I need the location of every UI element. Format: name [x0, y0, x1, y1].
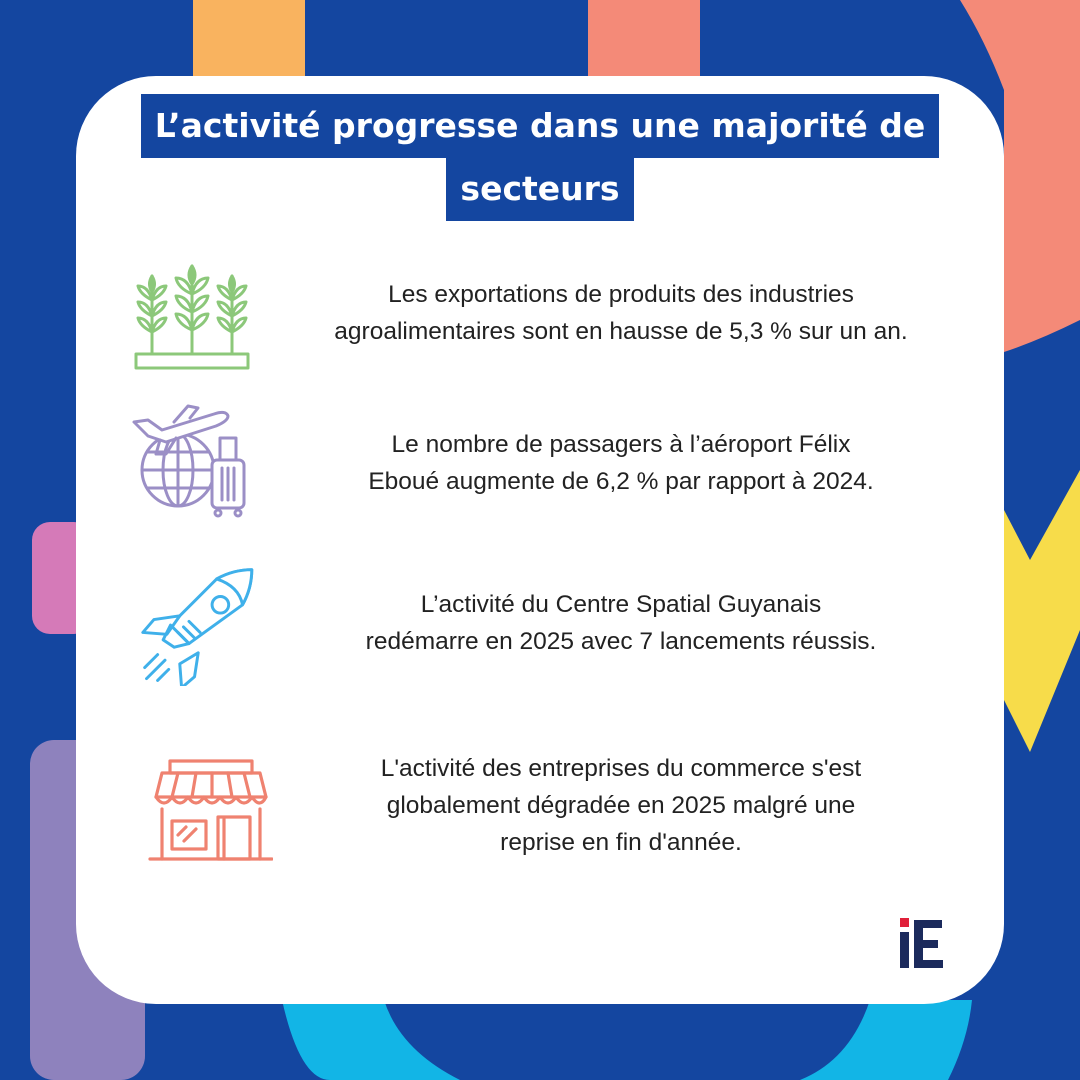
- item-commerce-line-3: reprise en fin d'année.: [500, 829, 742, 856]
- item-airport-line-2: Eboué augmente de 6,2 % par rapport à 2024.: [368, 468, 874, 495]
- airplane-globe-luggage-icon: [126, 402, 276, 522]
- item-agrifood-text: [276, 276, 966, 350]
- title-banner: [76, 94, 1004, 221]
- content-card: [76, 76, 1004, 1004]
- item-space-center-line-1: L’activité du Centre Spatial Guyanais: [420, 591, 822, 618]
- title-line-1: L’activité progresse dans une majorité de: [141, 94, 940, 158]
- item-space-center-line-2: redémarre en 2025 avec 7 lancements réussis.: [365, 628, 877, 655]
- salmon-arc-edge-shape: [960, 0, 1004, 90]
- title-line-2: secteurs: [446, 157, 633, 221]
- item-commerce-text: [276, 750, 966, 861]
- yellow-chevron-shape: [1004, 470, 1080, 752]
- item-agrifood-line-2: agroalimentaires sont en hausse de 5,3 % sur un an.: [334, 318, 908, 345]
- item-commerce-line-2: globalement dégradée en 2025 malgré une: [386, 792, 856, 819]
- item-airport-text: [276, 426, 966, 500]
- item-commerce-line-1: L'activité des entreprises du commerce s'est: [380, 755, 862, 782]
- item-airport-line-1: Le nombre de passagers à l’aéroport Félix: [391, 431, 851, 458]
- shop-storefront-icon: [148, 752, 273, 872]
- item-space-center-text: [276, 586, 966, 660]
- wheat-field-icon: [126, 264, 276, 384]
- ieom-logo: [898, 914, 948, 974]
- rocket-icon: [126, 566, 276, 686]
- cyan-arc-shape: [282, 1000, 972, 1080]
- item-agrifood-line-1: Les exportations de produits des industries: [388, 281, 854, 308]
